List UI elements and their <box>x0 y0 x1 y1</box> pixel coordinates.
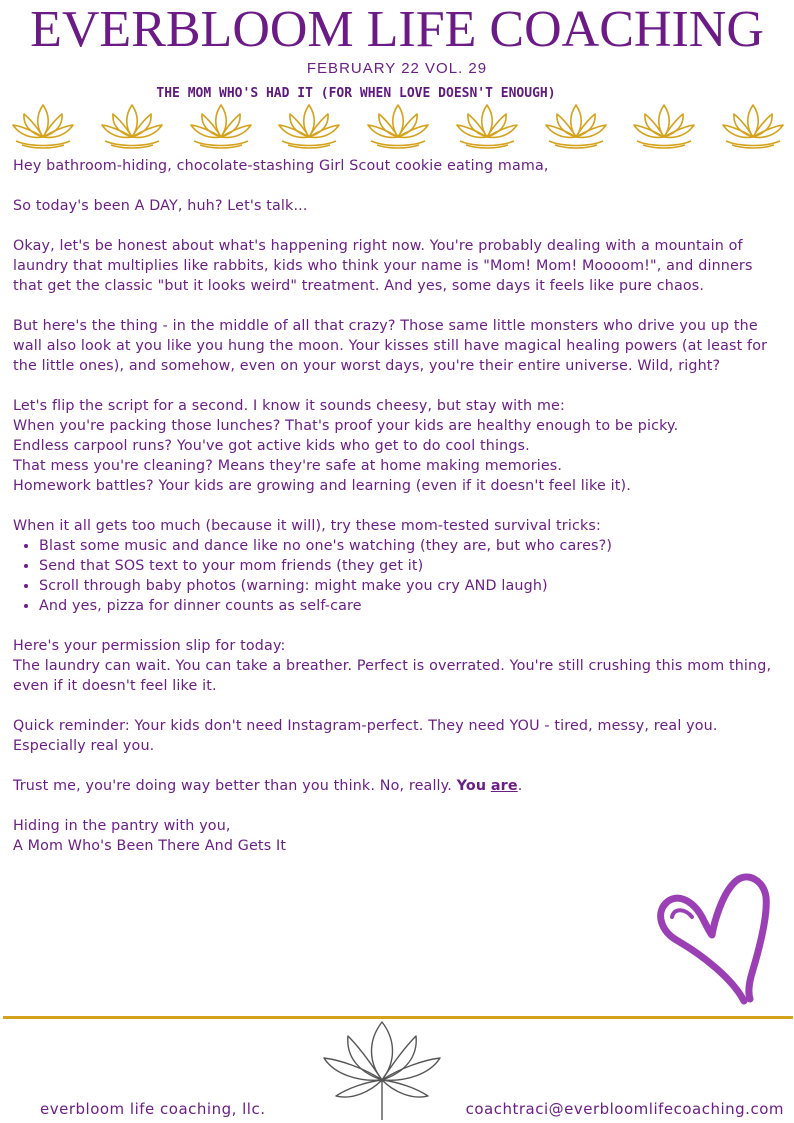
signoff <box>13 816 783 856</box>
greeting: Hey bathroom-hiding, chocolate-stashing Girl Scout cookie eating mama, <box>13 158 549 174</box>
lotus-icon <box>99 101 165 149</box>
newsletter-subtitle: THE MOM WHO'S HAD IT (FOR WHEN LOVE DOESN'T ENOUGH) <box>156 86 556 101</box>
flip-line: Homework battles? Your kids are growing and learning (even if it doesn't feel like it). <box>13 478 631 494</box>
lotus-icon <box>454 101 520 149</box>
lotus-icon <box>276 101 342 149</box>
lotus-icon <box>543 101 609 149</box>
list-item: • Send that SOS text to your mom friends (they get it) <box>39 556 783 576</box>
flip-script-block <box>13 396 783 496</box>
reminder: Quick reminder: Your kids don't need Instagram-perfect. They need YOU - tired, messy, real you. Especially real you. <box>13 718 718 754</box>
permission-text: The laundry can wait. You can take a breather. Perfect is overrated. You're still crushing this mom thing, even if it doesn't feel like it. <box>13 658 772 694</box>
intro: So today's been A DAY, huh? Let's talk... <box>13 198 308 214</box>
permission-intro: Here's your permission slip for today: <box>13 638 286 654</box>
trust-line <box>13 776 783 796</box>
company-name: everbloom life coaching, llc. <box>40 1100 266 1118</box>
contact-email[interactable]: coachtraci@everbloomlifecoaching.com <box>465 1100 784 1118</box>
lotus-divider <box>10 101 786 149</box>
lotus-icon <box>720 101 786 149</box>
flip-line: Endless carpool runs? You've got active kids who get to do cool things. <box>13 438 530 454</box>
paragraph-universe: But here's the thing - in the middle of all that crazy? Those same little monsters who drive you up the wall also look at you like you hung the moon. Your kisses still have magical healing powers (at least for the little ones), and somehow, even on your worst days, you're their entire universe. Wild, right? <box>13 318 768 374</box>
flip-line: Let's flip the script for a second. I know it sounds cheesy, but stay with me: <box>13 398 565 414</box>
paragraph-chaos: Okay, let's be honest about what's happening right now. You're probably dealing with a mountain of laundry that multiplies like rabbits, kids who think your name is "Mom! Mom! Moooom!", and dinners that get the classic "but it looks weird" treatment. And yes, some days it feels like pure chaos. <box>13 238 753 294</box>
lotus-icon <box>188 101 254 149</box>
newsletter-title: EVERBLOOM LIFE COACHING <box>30 1 764 58</box>
lotus-icon <box>365 101 431 149</box>
signoff-signature: A Mom Who's Been There And Gets It <box>13 838 287 854</box>
tricks-list <box>13 536 783 616</box>
letter-body <box>13 156 783 876</box>
lotus-logo-icon <box>318 1018 446 1122</box>
trust-text: Trust me, you're doing way better than you think. No, really. <box>13 778 457 794</box>
list-item: • And yes, pizza for dinner counts as self-care <box>39 596 783 616</box>
heart-icon <box>652 873 776 1005</box>
issue-date: FEBRUARY 22 VOL. 29 <box>306 60 488 77</box>
trust-end: . <box>517 778 523 794</box>
list-item: • Blast some music and dance like no one's watching (they are, but who cares?) <box>39 536 783 556</box>
list-item: • Scroll through baby photos (warning: might make you cry AND laugh) <box>39 576 783 596</box>
lotus-icon <box>10 101 76 149</box>
lotus-icon <box>631 101 697 149</box>
flip-line: That mess you're cleaning? Means they're safe at home making memories. <box>13 458 563 474</box>
flip-line: When you're packing those lunches? That's proof your kids are healthy enough to be picky. <box>13 418 679 434</box>
permission-block <box>13 636 783 696</box>
trust-are-link[interactable]: are <box>490 778 518 794</box>
tricks-intro: When it all gets too much (because it will), try these mom-tested survival tricks: <box>13 518 601 534</box>
trust-you: You <box>456 778 487 794</box>
signoff-line: Hiding in the pantry with you, <box>13 818 231 834</box>
